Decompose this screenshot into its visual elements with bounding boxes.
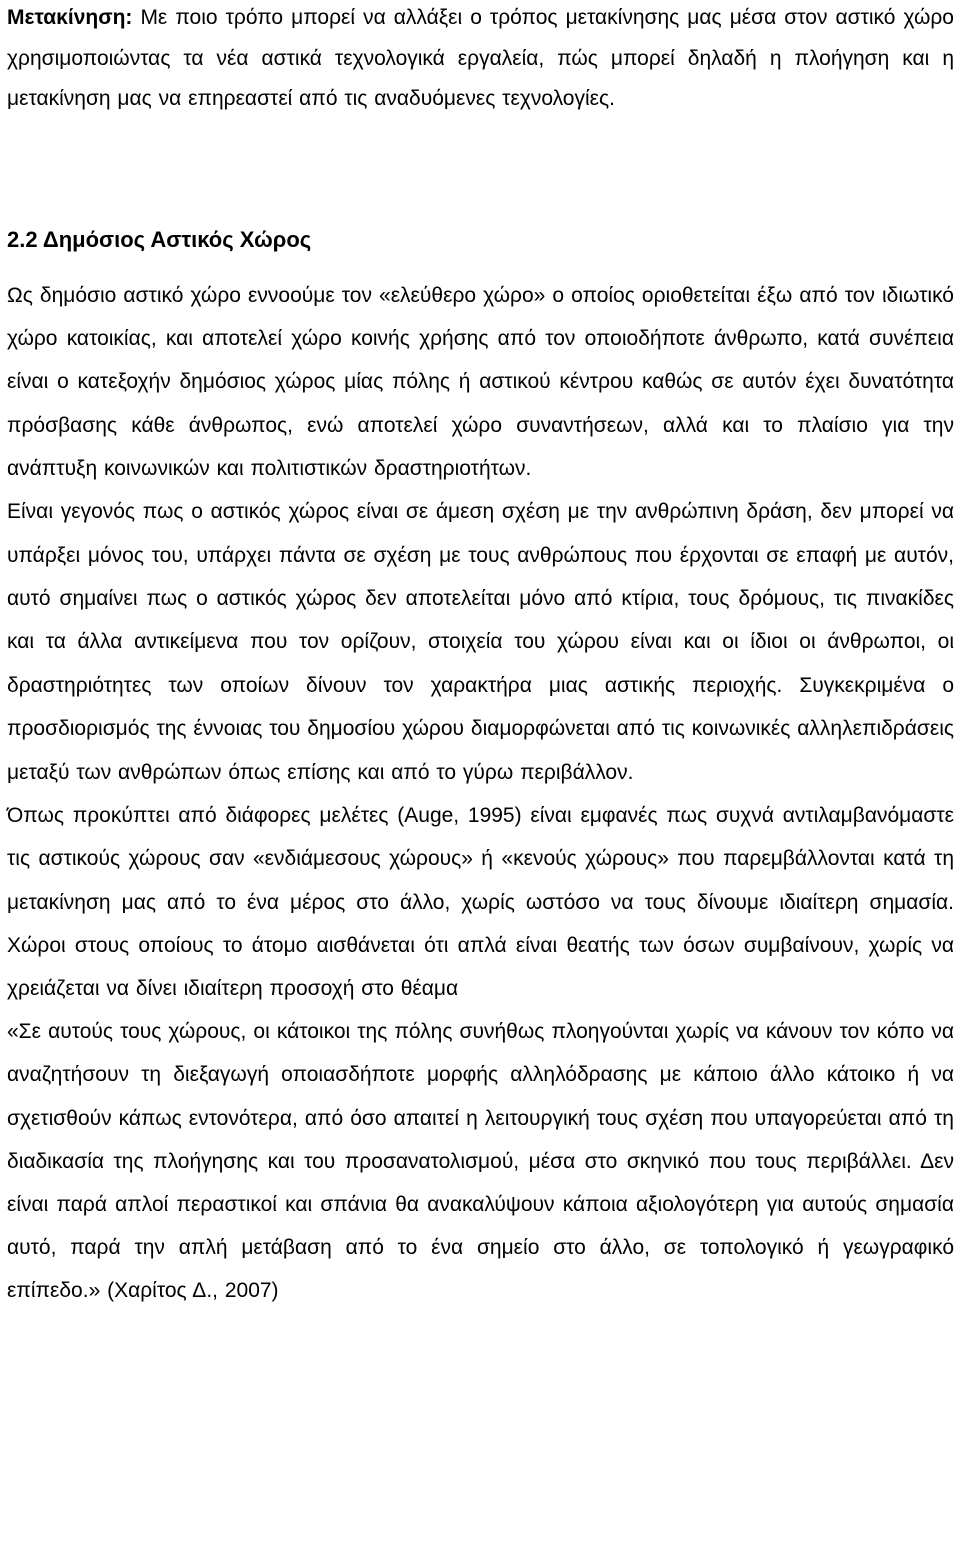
intro-lead-term: Μετακίνηση: (7, 6, 133, 29)
paragraph-intermediate-spaces: Όπως προκύπτει από διάφορες μελέτες (Auge, 1995) είναι εμφανές πως συχνά αντιλαμβανόμαστε τις αστικούς χώρους σαν «ενδιάμεσους χώρους» ή «κενούς χώρους» που παρεμβάλλονται κατά τη μετακίνηση μας από το ένα μέρος στο άλλο, χωρίς ωστόσο να τους δίνουμε ιδιαίτερη σημασία. Χώροι στους οποίους το άτομο αισθάνεται ότι απλά είναι θεατής των όσων συμβαίνουν, χωρίς να χρειάζεται να δίνει ιδιαίτερη προσοχή στο θέαμα (7, 804, 954, 1000)
intro-text: Με ποιο τρόπο μπορεί να αλλάξει ο τρόπος μετακίνησης μας μέσα στον αστικό χώρο χρησιμοποιώντας τα νέα αστικά τεχνολογικά εργαλεία, πώς μπορεί δηλαδή η πλοήγηση και η μετακίνηση μας να επηρεαστεί από τις αναδυόμενες τεχνολογίες. (7, 6, 954, 111)
paragraph-definition: Ως δημόσιο αστικό χώρο εννοούμε τον «ελεύθερο χώρο» ο οποίος οριοθετείται έξω από τον ιδιωτικό χώρο κατοικίας, και αποτελεί χώρο κοινής χρήσης από τον οποιοδήποτε άνθρωπο, κατά συνέπεια είναι ο κατεξοχήν δημόσιος χώρος μίας πόλης ή αστικού κέντρου καθώς σε αυτόν έχει δυνατότητα πρόσβασης κάθε άνθρωπος, ενώ αποτελεί χώρο συναντήσεων, αλλά και το πλαίσιο για την ανάπτυξη κοινωνικών και πολιτιστικών δραστηριοτήτων. (7, 283, 954, 480)
paragraph-human-action: Είναι γεγονός πως ο αστικός χώρος είναι σε άμεση σχέση με την ανθρώπινη δράση, δεν μπορεί να υπάρξει μόνος του, υπάρχει πάντα σε σχέση με τους ανθρώπους που έρχονται σε επαφή με αυτόν, αυτό σημαίνει πως ο αστικός χώρος δεν αποτελείται μόνο από κτίρια, τους δρόμους, τις πινακίδες και τα άλλα αντικείμενα που τον ορίζουν, στοιχεία του χώρου είναι και οι ίδιοι οι άνθρωποι, οι δραστηριότητες των οποίων δίνουν τον χαρακτήρα μιας αστικής περιοχής. Συγκεκριμένα ο προσδιορισμός της έννοιας του δημοσίου χώρου διαμορφώνεται από τις κοινωνικές αλληλεπιδράσεις μεταξύ των ανθρώπων όπως επίσης και από το γύρω περιβάλλον. (7, 500, 954, 784)
section-title: Δημόσιος Αστικός Χώρος (42, 226, 312, 252)
intro-paragraph (7, 0, 954, 120)
section-number: 2.2 (7, 226, 38, 252)
paragraph-quote: «Σε αυτούς τους χώρους, οι κάτοικοι της πόλης συνήθως πλοηγούνται χωρίς να κάνουν τον κόπο να αναζητήσουν τη διεξαγωγή οποιασδήποτε μορφής αλληλόδρασης με κάποιο άλλο κάτοικο ή να σχετισθούν κάπως εντονότερα, από όσο απαιτεί η λειτουργική τους σχέση που υπαγορεύεται από τη διαδικασία της πλοήγησης και του προσανατολισμού, μέσα στο σκηνικό που τους περιβάλλει. Δεν είναι παρά απλοί περαστικοί και σπάνια θα ανακαλύψουν κάποια αξιολογότερη για αυτούς σημασία αυτό, παρά την απλή μετάβαση από το ένα σημείο στο άλλο, σε τοπολογικό ή γεωγραφικό επίπεδο.» (Χαρίτος Δ., 2007) (7, 1020, 954, 1303)
section-heading (7, 224, 954, 256)
document-page (7, 0, 954, 1313)
